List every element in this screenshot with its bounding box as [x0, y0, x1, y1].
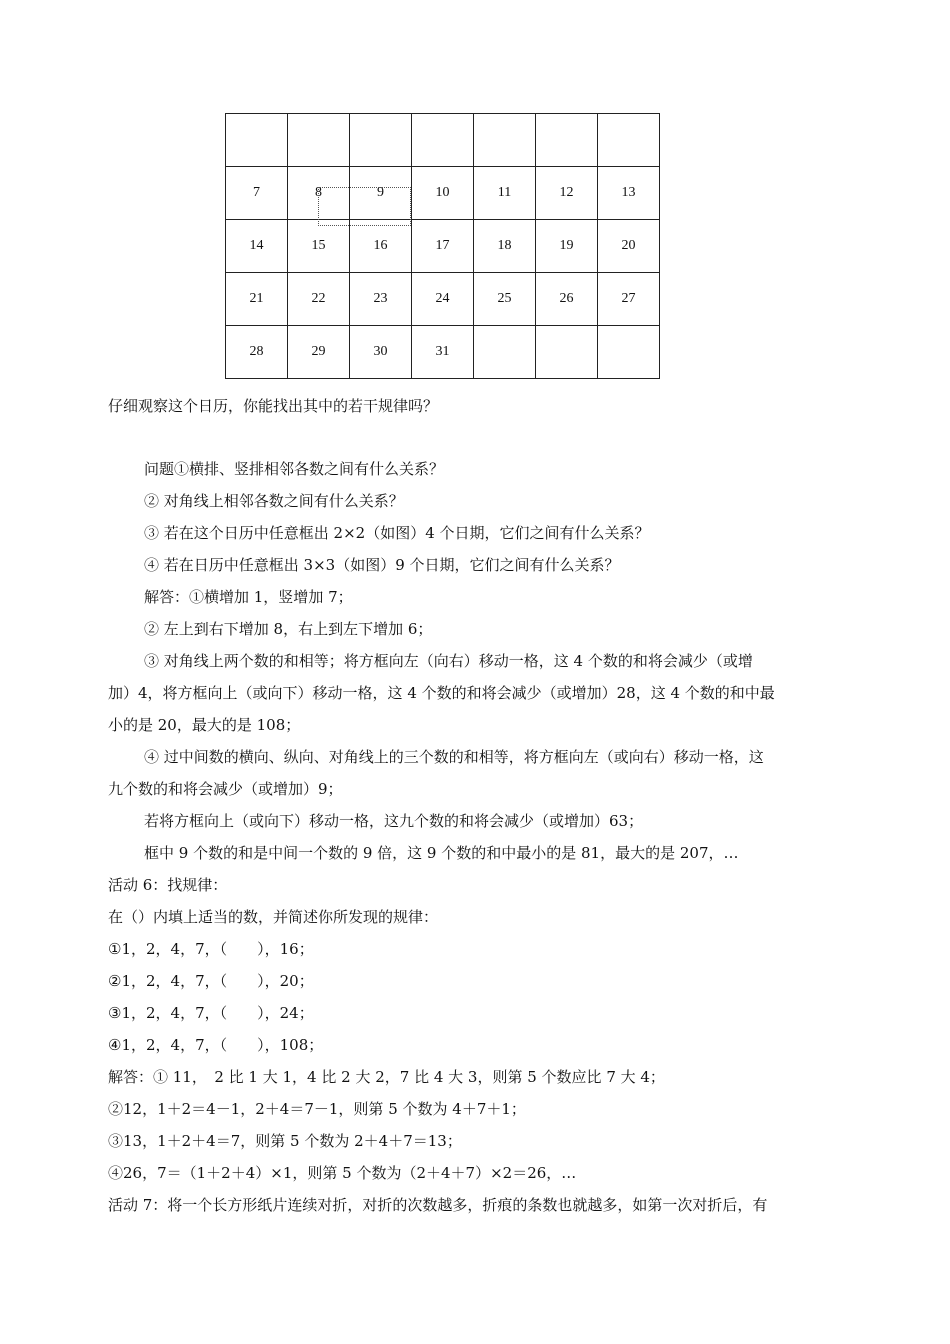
calendar-cell: 22	[288, 273, 350, 326]
calendar-cell: 14	[226, 220, 288, 273]
calendar-cell	[412, 114, 474, 167]
calendar-cell	[536, 326, 598, 379]
calendar-cell: 21	[226, 273, 288, 326]
calendar-cell	[474, 326, 536, 379]
calendar-cell: 29	[288, 326, 350, 379]
calendar-cell: 15	[288, 220, 350, 273]
sequence-4: ④1，2，4，7，（ ），108；	[108, 1036, 324, 1054]
calendar-cell: 17	[412, 220, 474, 273]
calendar-cell: 18	[474, 220, 536, 273]
answer-3-line-3: 小的是 20，最大的是 108；	[108, 716, 301, 734]
calendar-cell	[474, 114, 536, 167]
calendar-cell: 8	[288, 167, 350, 220]
calendar-cell	[598, 326, 660, 379]
answer-4-line-1: ④ 过中间数的横向、纵向、对角线上的三个数的和相等，将方框向左（或向右）移动一格，这	[144, 748, 764, 766]
sequence-answer-2: ②12，1＋2＝4－1，2＋4＝7－1，则第 5 个数为 4＋7＋1；	[108, 1100, 526, 1118]
activity-6-description: 在（）内填上适当的数，并简述你所发现的规律：	[108, 908, 439, 926]
selection-box-2x2	[318, 187, 411, 226]
calendar-cell: 9	[350, 167, 412, 220]
sequence-answer-3: ③13，1＋2＋4＝7，则第 5 个数为 2＋4＋7＝13；	[108, 1132, 462, 1150]
calendar-cell: 30	[350, 326, 412, 379]
calendar-cell: 7	[226, 167, 288, 220]
answer-3-line-1: ③ 对角线上两个数的和相等；将方框向左（向右）移动一格，这 4 个数的和将会减少（或增	[144, 652, 753, 670]
calendar-cell: 16	[350, 220, 412, 273]
calendar-cell: 26	[536, 273, 598, 326]
calendar-cell: 27	[598, 273, 660, 326]
calendar-cell	[288, 114, 350, 167]
calendar-cell: 23	[350, 273, 412, 326]
calendar-cell: 20	[598, 220, 660, 273]
activity-6-title: 活动 6：找规律：	[108, 876, 228, 894]
answer-4-line-2: 九个数的和将会减少（或增加）9；	[108, 780, 343, 798]
calendar-cell	[226, 114, 288, 167]
calendar-row	[226, 220, 660, 273]
answer-2: ② 左上到右下增加 8，右上到左下增加 6；	[144, 620, 433, 638]
question-1: 问题①横排、竖排相邻各数之间有什么关系？	[144, 460, 445, 478]
calendar-cell	[598, 114, 660, 167]
calendar-cell: 19	[536, 220, 598, 273]
calendar-row	[226, 273, 660, 326]
sequence-answer-1: 解答：① 11， 2 比 1 大 1，4 比 2 大 2，7 比 4 大 3，则第 5 个数应比 7 大 4；	[108, 1068, 665, 1086]
question-3: ③ 若在这个日历中任意框出 2×2（如图）4 个日期，它们之间有什么关系？	[144, 524, 650, 542]
calendar-cell: 12	[536, 167, 598, 220]
calendar-cell: 10	[412, 167, 474, 220]
calendar-row	[226, 326, 660, 379]
sequence-3: ③1，2，4，7，（ ），24；	[108, 1004, 314, 1022]
question-2: ② 对角线上相邻各数之间有什么关系？	[144, 492, 404, 510]
calendar-cell: 11	[474, 167, 536, 220]
calendar-table	[225, 113, 660, 379]
calendar-cell: 24	[412, 273, 474, 326]
sequence-1: ①1，2，4，7，（ ），16；	[108, 940, 314, 958]
intro-text: 仔细观察这个日历，你能找出其中的若干规律吗？	[108, 397, 439, 415]
sequence-2: ②1，2，4，7，（ ），20；	[108, 972, 314, 990]
calendar-cell: 25	[474, 273, 536, 326]
answer-1: 解答：①横增加 1，竖增加 7；	[144, 588, 353, 606]
calendar-cell	[350, 114, 412, 167]
calendar-row	[226, 114, 660, 167]
answer-3-line-2: 加）4，将方框向上（或向下）移动一格，这 4 个数的和将会减少（或增加）28，这 4 个数的和中最	[108, 684, 775, 702]
calendar-row	[226, 167, 660, 220]
calendar-cell: 13	[598, 167, 660, 220]
calendar-cell: 31	[412, 326, 474, 379]
calendar-cell: 28	[226, 326, 288, 379]
answer-4-line-4: 框中 9 个数的和是中间一个数的 9 倍，这 9 个数的和中最小的是 81，最大的是 207，…	[144, 844, 739, 862]
calendar-cell	[536, 114, 598, 167]
question-4: ④ 若在日历中任意框出 3×3（如图）9 个日期，它们之间有什么关系？	[144, 556, 620, 574]
activity-7-text: 活动 7：将一个长方形纸片连续对折，对折的次数越多，折痕的条数也就越多，如第一次对折后，有	[108, 1196, 768, 1214]
answer-4-line-3: 若将方框向上（或向下）移动一格，这九个数的和将会减少（或增加）63；	[144, 812, 644, 830]
sequence-answer-4: ④26，7＝（1＋2＋4）×1，则第 5 个数为（2＋4＋7）×2＝26，…	[108, 1164, 577, 1182]
